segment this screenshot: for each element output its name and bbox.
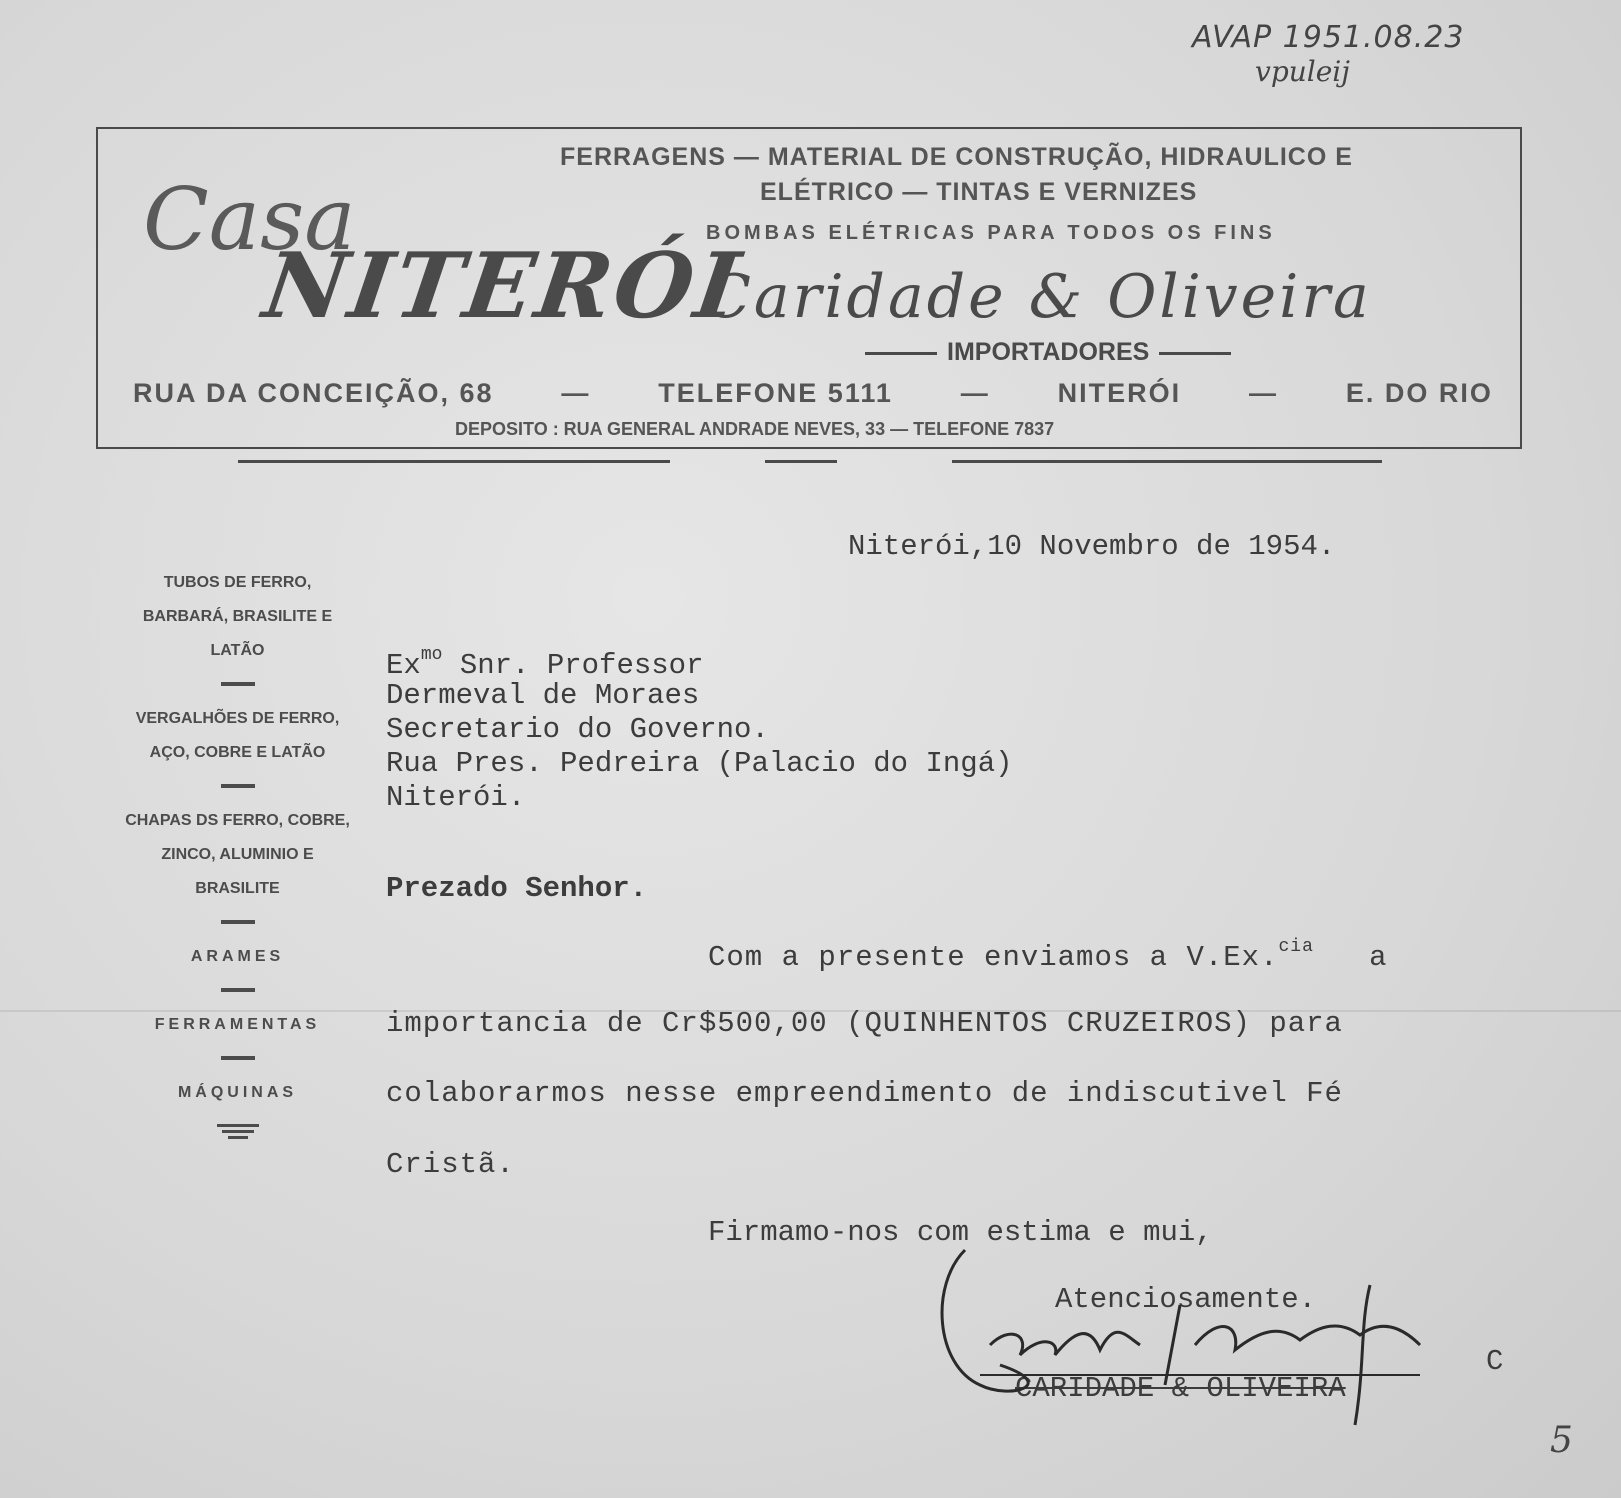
page-number: 5: [1550, 1420, 1573, 1461]
body-line-1-sup: cia: [1278, 937, 1314, 957]
product-item: ARAMES: [190, 948, 285, 965]
deposito-line: DEPOSITO : RUA GENERAL ANDRADE NEVES, 33 — TELEFONE 7837: [455, 419, 1055, 439]
recipient-title: Snr. Professor: [459, 649, 704, 682]
salutation-sup: mo: [420, 645, 443, 665]
logo-casa: Casa: [143, 170, 356, 270]
rule-left: [865, 352, 937, 355]
handwritten-signature: [940, 1225, 1500, 1445]
product-item: FERRAMENTAS: [154, 1016, 321, 1033]
product-divider: [221, 920, 255, 924]
product-list: [100, 566, 375, 1142]
product-divider: [221, 784, 255, 788]
letterhead-line2: ELÉTRICO — TINTAS E VERNIZES: [760, 178, 1198, 206]
product-end-mark: [217, 1124, 259, 1139]
body-line-2: importancia de Cr$500,00 (QUINHENTOS CRUZEIROS) para: [386, 1007, 1343, 1040]
salutation-prefix: Ex: [386, 649, 421, 682]
product-divider: [221, 1056, 255, 1060]
letterhead-line1: FERRAGENS — MATERIAL DE CONSTRUÇÃO, HIDRAULICO E: [560, 143, 1353, 171]
signature-mark: C: [1486, 1345, 1504, 1378]
body-line-1-text: Com a presente enviamos a V.Ex.: [708, 941, 1279, 974]
recipient-position: Secretario do Governo.: [386, 713, 769, 746]
body-line-3: colaborarmos nesse empreendimento de indiscutivel Fé: [386, 1077, 1343, 1110]
product-item: CHAPAS DS FERRO, COBRE, ZINCO, ALUMINIO E BRASILITE: [125, 812, 350, 897]
address-state: E. DO RIO: [1345, 378, 1493, 408]
recipient-city: Niterói.: [386, 781, 526, 814]
letterhead-line3: BOMBAS ELÉTRICAS PARA TODOS OS FINS: [706, 222, 1276, 244]
body-line-4: Cristã.: [386, 1148, 515, 1181]
firm-name: Caridade & Oliveira: [705, 262, 1372, 332]
body-line-1-end: a: [1369, 941, 1388, 974]
signature-typed-name: CARIDADE & OLIVEIRA: [1015, 1372, 1346, 1405]
recipient-name: Dermeval de Moraes: [386, 679, 700, 712]
address-sep: —: [960, 378, 990, 408]
importadores-label: [855, 338, 1241, 367]
address-sep: —: [561, 378, 591, 408]
archive-annotation: vpuleij: [1255, 55, 1350, 88]
closing-line-2: Atenciosamente.: [1055, 1283, 1317, 1316]
letter-greeting: Prezado Senhor.: [386, 872, 648, 905]
rule-right: [1159, 352, 1231, 355]
logo-niteroi: NITERÓI: [257, 233, 749, 339]
address-street: RUA DA CONCEIÇÃO, 68: [133, 378, 494, 408]
importadores-text: IMPORTADORES: [947, 338, 1150, 366]
address-phone: TELEFONE 5111: [658, 378, 893, 408]
closing-line-1: Firmamo-nos com estima e mui,: [708, 1216, 1213, 1249]
body-line-1: [708, 937, 1388, 974]
letterhead-underline: [765, 460, 837, 463]
address-line: [133, 378, 1493, 409]
letter-date: Niterói,10 Novembro de 1954.: [848, 530, 1336, 563]
letterhead-underline: [238, 460, 670, 463]
product-item: VERGALHÕES DE FERRO, AÇO, COBRE E LATÃO: [135, 710, 340, 761]
archive-reference: AVAP 1951.08.23: [1192, 20, 1465, 55]
address-city: NITERÓI: [1057, 378, 1182, 408]
letterhead-underline: [952, 460, 1382, 463]
recipient-address: Rua Pres. Pedreira (Palacio do Ingá): [386, 747, 1013, 780]
product-item: TUBOS DE FERRO, BARBARÁ, BRASILITE E LATÃO: [142, 574, 333, 659]
product-divider: [221, 988, 255, 992]
recipient-salutation: [386, 645, 703, 682]
product-divider: [221, 682, 255, 686]
address-sep: —: [1249, 378, 1279, 408]
product-item: MÁQUINAS: [177, 1084, 298, 1101]
